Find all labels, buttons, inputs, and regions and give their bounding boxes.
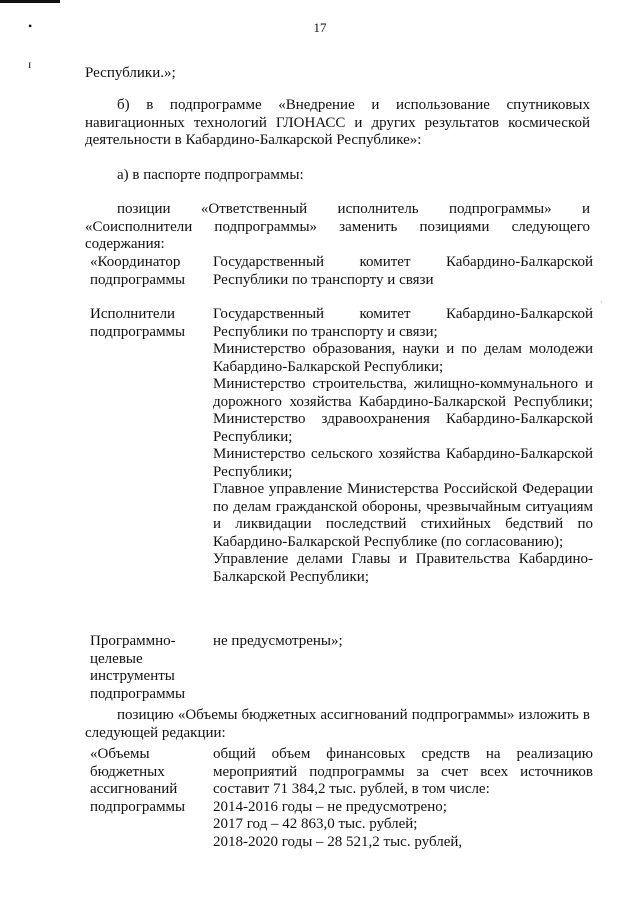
label-line: бюджетных — [90, 763, 165, 780]
value-line: общий объем финансовых средств на реализацию — [213, 746, 593, 762]
label-line: ассигнований — [90, 781, 178, 797]
label-line: Программно- — [90, 633, 176, 649]
label-line: подпрограммы — [90, 798, 186, 815]
budget-instruction-line: следующей редакции: — [85, 724, 226, 741]
budget-label — [90, 746, 205, 816]
value-line: мероприятий подпрограммы за счет всех источников — [213, 763, 593, 780]
budget-instruction-line: позицию «Объемы бюджетных ассигнований подпрограммы» изложить в — [117, 707, 590, 723]
label-line: инструменты — [90, 668, 175, 684]
label-line: подпрограммы — [90, 323, 186, 340]
value-line: Главное управление Министерства Российской Федерации — [213, 481, 593, 497]
value-line: Кабардино-Балкарской Республики; — [213, 358, 444, 375]
value-line: 2017 год – 42 863,0 тыс. рублей; — [213, 816, 418, 832]
value-line: Государственный комитет Кабардино-Балкарской — [213, 254, 593, 270]
value-line: Республики; — [213, 428, 293, 445]
value-line: Министерство здравоохранения Кабардино-Балкарской — [213, 411, 593, 427]
program-tools-label — [90, 633, 205, 703]
executors-value — [213, 306, 593, 586]
item-a-line: а) в паспорте подпрограммы: — [117, 167, 304, 183]
replace-instruction — [85, 201, 590, 254]
label-line: целевые — [90, 650, 143, 667]
value-line: 2014-2016 годы – не предусмотрено; — [213, 798, 447, 815]
budget-value — [213, 746, 593, 851]
intro-line: Республики.»; — [85, 65, 176, 81]
label-line: «Объемы — [90, 746, 150, 762]
value-line: Кабардино-Балкарской Республике (по согласованию); — [213, 533, 564, 550]
executors-label — [90, 306, 205, 341]
value-line: Республики по транспорту и связи; — [213, 323, 438, 340]
value-line: Управление делами Главы и Правительства Кабардино- — [213, 551, 593, 567]
page-number: 17 — [313, 20, 327, 35]
value-line: Республики; — [213, 463, 293, 480]
coordinator-label — [90, 254, 205, 289]
replace-line: «Соисполнители подпрограммы» заменить позициями следующего — [85, 218, 590, 235]
label-line: подпрограммы — [90, 685, 186, 702]
item-b-line: б) в подпрограмме «Внедрение и использование спутниковых — [117, 97, 590, 113]
label-line: «Координатор — [90, 254, 181, 270]
value-line: Республики по транспорту и связи — [213, 271, 434, 288]
scan-dot-mark: ɪ — [28, 57, 32, 71]
value-line: 2018-2020 годы – 28 521,2 тыс. рублей, — [213, 833, 463, 850]
value-line: Государственный комитет Кабардино-Балкарской — [213, 306, 593, 322]
scan-dot-mark: • — [28, 19, 33, 33]
value-line: Министерство строительства, жилищно-коммунального и — [213, 376, 593, 392]
item-b-line: деятельности в Кабардино-Балкарской Республике»: — [85, 132, 422, 148]
value-line: по делам гражданской обороны, чрезвычайным ситуациям — [213, 498, 593, 515]
value-line: дорожного хозяйства Кабардино-Балкарской Республики; — [213, 393, 593, 410]
value-line: составит 71 384,2 тыс. рублей, в том числе: — [213, 781, 490, 797]
replace-line: содержания: — [85, 236, 165, 252]
scan-edge-mark — [0, 0, 60, 3]
label-line: подпрограммы — [90, 271, 186, 288]
replace-line: позиции «Ответственный исполнитель подпрограммы» и — [117, 201, 590, 217]
coordinator-value — [213, 254, 593, 289]
scan-speck: · — [600, 298, 603, 307]
value-line: и ликвидации последствий стихийных бедствий по — [213, 516, 593, 532]
value-line: Балкарской Республики; — [213, 568, 369, 585]
budget-instruction — [85, 707, 590, 742]
label-line: Исполнители — [90, 306, 176, 322]
item-b-line: навигационных технологий ГЛОНАСС и других результатов космической — [85, 114, 590, 131]
value-line: Министерство образования, науки и по делам молодежи — [213, 341, 593, 357]
value-line: Министерство сельского хозяйства Кабардино-Балкарской — [213, 446, 593, 462]
item-b-paragraph — [85, 97, 590, 150]
program-tools-value: не предусмотрены»; — [213, 633, 343, 649]
